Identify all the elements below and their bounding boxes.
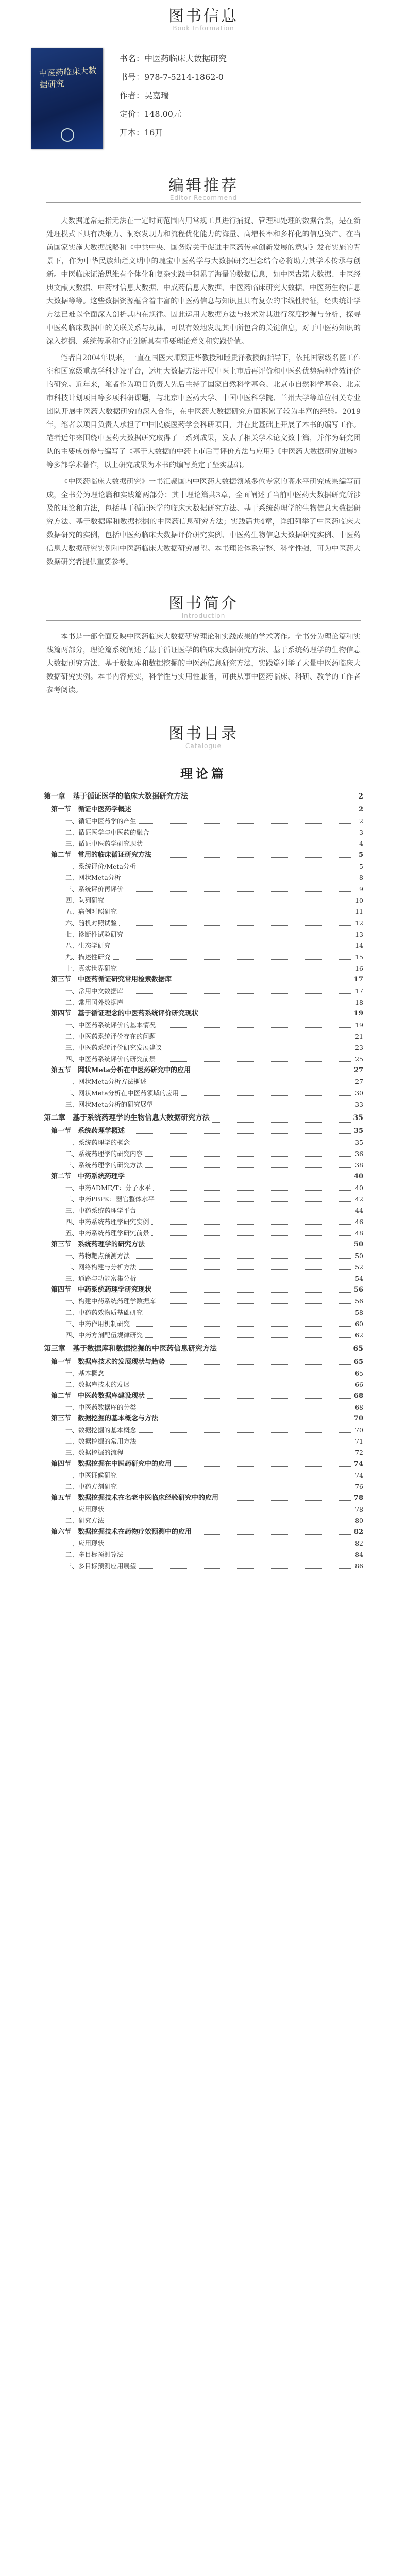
toc-item [44, 1148, 363, 1160]
toc-label: 二、多目标预测算法 [65, 1551, 124, 1558]
toc-item [44, 1470, 363, 1481]
publisher-logo-icon [61, 128, 74, 142]
toc-leader [139, 823, 351, 824]
table-of-contents [44, 789, 363, 1572]
toc-page-number: 78 [355, 1505, 363, 1513]
toc-section [44, 1459, 363, 1470]
toc-page-number: 10 [355, 896, 363, 904]
toc-page-number: 65 [353, 1345, 363, 1353]
toc-section [44, 1284, 363, 1296]
toc-page-number: 21 [355, 1032, 363, 1040]
toc-item [44, 827, 363, 838]
divider [46, 202, 361, 203]
toc-page-number: 2 [359, 817, 363, 825]
toc-label: 第一章 基于循证医学的临床大数据研究方法 [44, 792, 188, 801]
toc-label: 三、系统评价再评价 [65, 885, 124, 893]
toc-leader [139, 1269, 351, 1270]
toc-chapter [44, 1341, 363, 1357]
toc-label: 第五节 数据挖掘技术在名老中医临床经验研究中的应用 [51, 1494, 219, 1502]
book-field: 开本：16开 [120, 128, 163, 138]
toc-label: 三、数据挖掘的流程 [65, 1449, 124, 1456]
toc-label: 八、生态学研究 [65, 942, 111, 950]
toc-page-number: 9 [359, 885, 363, 893]
paragraph: 大数据通常是指无法在一定时间范围内用常规工具进行捕捉、管理和处理的数据合集，是在新处理模式下具有决策力、洞察发现力和流程优化能力的海量、高增长率和多样化的信息资产。在当前国家实施大数据战略和《中共中央、国务院关于促进中医药传承创新发展的意见》发布实施的背景下，作为中华民族灿烂文明中的瑰宝中医药学与大数据研究理念结合必将助力其学术传承与创新。中医临床证治思维有个体化和复杂实践中积累了海量的数据信息，如中医古籍大数据、中医经典文献大数据、中药材信息大数据、中成药信息大数据、中医药临床研究大数据、中医药生物信息大数据等等。这些数据资源蕴含着丰富的中医药信息与知识且具有复杂的非线性特征，经典统计学方法已难以全面深入剖析其内在规律。因此运用大数据方法与技术对其进行深度挖掘与分析，探寻中医药临床数据中的关联关系与规律，可以有效地发现其中所包含的关键信息，对于中医药知识的深入挖掘、系统传承和守正创新具有重要理论意义和实践价值。 [46, 217, 361, 346]
editor-subheading: Editor Recommend [169, 194, 238, 201]
toc-page-number: 65 [353, 1358, 363, 1366]
toc-section [44, 1357, 363, 1368]
toc-leader [174, 1466, 351, 1467]
toc-label: 第四节 中药系统药理学研究现状 [51, 1286, 152, 1294]
toc-leader [139, 1568, 351, 1569]
toc-label: 三、循证中医药学研究现状 [65, 840, 143, 848]
toc-label: 六、随机对照试验 [65, 919, 117, 927]
toc-page-number: 35 [353, 1127, 363, 1135]
toc-leader [158, 1061, 351, 1062]
toc-page-number: 42 [355, 1195, 363, 1203]
toc-page-number: 4 [359, 840, 363, 848]
toc-label: 第二节 常用的临床循证研究方法 [51, 851, 152, 859]
book-info [0, 33, 407, 149]
catalog-header [0, 718, 407, 751]
toc-item [44, 1318, 363, 1330]
toc-page-number: 74 [353, 1460, 363, 1468]
toc-label: 第二节 中药系统药理学 [51, 1173, 125, 1180]
toc-leader [147, 1398, 351, 1399]
toc-label: 十、真实世界研究 [65, 964, 117, 972]
toc-item [44, 1250, 363, 1262]
toc-page-number: 52 [355, 1263, 363, 1271]
toc-page-number: 12 [355, 919, 363, 927]
toc-page-number: 23 [355, 1044, 363, 1052]
toc-page-number: 2 [358, 792, 363, 801]
toc-leader [139, 1432, 351, 1433]
toc-item [44, 1307, 363, 1318]
toc-label: 五、病例对照研究 [65, 908, 117, 916]
toc-item [44, 1379, 363, 1391]
editor-header [0, 170, 407, 203]
book-info-subheading: Book Information [173, 25, 234, 32]
toc-page-number: 19 [355, 1021, 363, 1029]
toc-item [44, 940, 363, 952]
toc-section [44, 850, 363, 861]
toc-label: 一、中药ADME/T：分子水平 [65, 1184, 151, 1192]
toc-label: 三、中药作用机制研究 [65, 1320, 130, 1328]
part-title: 理论篇 [180, 766, 227, 781]
paragraph: 笔者自2004年以来，一直在国医大师颜正华教授和睦贵泽教授的指导下，依托国家级名医工作室和国家级重点学科建设平台，运用大数据方法开展中医上市后再评价和中医药优势病种疗效评价的研究。近年来，笔者作为项目负责人先后主持了国家自然科学基金、北京市自然科学基金、北京市科技计划项目等多项科研课题，与北京中医药大学、中国中医科学院、兰州大学等单位相关专业团队开展中医药大数据研究的深入合作，在中医药大数据研究方面积累了较为丰富的经验。2019年，笔者以项目负责人承担了中国民族医药学会科研项目，并在此基础上开展了本书的编写工作。笔者近年来围绕中医药大数据研究取得了一系列成果，发表了相关学术论文数十篇，并作为研究团队的主要成员参与编写了《基于大数据的中药上市后再评价方法与应用》《中医药大数据研究进展》等多部学术著作，以上研究成果为本书的编写奠定了坚实基础。 [46, 354, 361, 469]
toc-item [44, 1076, 363, 1088]
toc-item [44, 884, 363, 895]
toc-item [44, 963, 363, 974]
toc-leader [158, 1027, 351, 1028]
toc-label: 一、应用现状 [65, 1539, 105, 1547]
summary-heading: 图书简介 [168, 595, 239, 613]
toc-section [44, 1065, 363, 1076]
toc-label: 五、中药系统药理学研究前景 [65, 1229, 149, 1237]
toc-page-number: 62 [355, 1331, 363, 1339]
toc-page-number: 68 [353, 1392, 363, 1400]
toc-leader [126, 993, 351, 994]
toc-page-number: 27 [355, 1078, 363, 1086]
toc-item [44, 918, 363, 929]
catalog-heading: 图书目录 [168, 725, 239, 743]
toc-label: 二、中药PBPK：器官整体水平 [65, 1195, 155, 1203]
toc-leader [154, 1292, 351, 1293]
toc-page-number: 35 [355, 1139, 363, 1146]
toc-label: 第三节 中医药循证研究常用检索数据库 [51, 976, 172, 984]
toc-page-number: 15 [355, 953, 363, 961]
toc-label: 第六节 数据挖掘技术在药物疗效预测中的应用 [51, 1528, 192, 1536]
toc-section [44, 974, 363, 986]
toc-label: 二、常用国外数据库 [65, 998, 124, 1006]
toc-page-number: 13 [355, 930, 363, 938]
toc-item [44, 1561, 363, 1572]
toc-item [44, 1042, 363, 1054]
toc-label: 三、中医药系统评价研究发展建议 [65, 1044, 162, 1052]
toc-item [44, 1368, 363, 1379]
toc-page-number: 70 [355, 1426, 363, 1434]
toc-section [44, 1239, 363, 1250]
catalog-subheading: Catalogue [185, 742, 222, 750]
toc-leader [113, 959, 351, 960]
toc-label: 第三章 基于数据库和数据挖掘的中医药信息研究方法 [44, 1345, 217, 1353]
toc-page-number: 17 [353, 976, 363, 984]
toc-label: 一、数据挖掘的基本概念 [65, 1426, 137, 1434]
toc-leader [212, 1122, 351, 1123]
toc-page-number: 40 [353, 1173, 363, 1180]
toc-item [44, 1160, 363, 1171]
toc-page-number: 70 [353, 1415, 363, 1422]
toc-label: 一、中医药系统评价的基本情况 [65, 1021, 156, 1029]
toc-page-number: 8 [359, 874, 363, 882]
toc-item [44, 1205, 363, 1216]
toc-page-number: 68 [355, 1403, 363, 1411]
toc-label: 二、中药方剂研究 [65, 1483, 117, 1490]
toc-item [44, 816, 363, 827]
book-info-heading: 图书信息 [168, 7, 239, 25]
toc-label: 四、中医药系统评价的研究前景 [65, 1055, 156, 1063]
toc-leader [145, 1167, 351, 1168]
toc-label: 七、诊断性试验研究 [65, 930, 124, 938]
toc-label: 三、中药系统药理学平台 [65, 1207, 137, 1214]
toc-leader [181, 1095, 351, 1096]
toc-label: 一、应用现状 [65, 1505, 105, 1513]
toc-page-number: 60 [355, 1320, 363, 1328]
toc-section [44, 1171, 363, 1182]
toc-label: 二、中药药效物质基础研究 [65, 1309, 143, 1316]
toc-item [44, 1296, 363, 1307]
toc-page-number: 84 [355, 1551, 363, 1558]
toc-leader [167, 1364, 351, 1365]
toc-label: 第一节 系统药理学概述 [51, 1127, 125, 1135]
toc-item [44, 1549, 363, 1561]
toc-leader [145, 1156, 351, 1157]
toc-item [44, 1031, 363, 1042]
toc-page-number: 3 [359, 828, 363, 836]
toc-chapter [44, 789, 363, 804]
toc-label: 四、中药方剂配伍规律研究 [65, 1331, 143, 1339]
toc-section [44, 804, 363, 816]
toc-item [44, 952, 363, 963]
toc-label: 一、系统评价/Meta分析 [65, 862, 136, 870]
toc-page-number: 72 [355, 1449, 363, 1456]
toc-page-number: 16 [355, 964, 363, 972]
toc-section [44, 1413, 363, 1425]
toc-item [44, 895, 363, 906]
summary-subheading: Introduction [181, 612, 226, 619]
toc-item [44, 1504, 363, 1515]
toc-page-number: 76 [355, 1483, 363, 1490]
toc-page-number: 33 [355, 1100, 363, 1108]
toc-item [44, 1020, 363, 1031]
toc-leader [158, 1303, 351, 1304]
toc-label: 四、中药系统药理学研究实例 [65, 1218, 149, 1226]
book-field: 定价：148.00元 [120, 109, 181, 119]
toc-label: 三、网状Meta分析的研究展望 [65, 1100, 154, 1108]
toc-page-number: 17 [355, 987, 363, 995]
toc-leader [151, 1235, 351, 1236]
toc-item [44, 929, 363, 940]
toc-item [44, 1228, 363, 1239]
toc-item [44, 997, 363, 1008]
toc-leader [153, 1190, 351, 1191]
toc-page-number: 50 [355, 1252, 363, 1260]
toc-label: 二、数据挖掘的常用方法 [65, 1437, 137, 1445]
toc-section [44, 1493, 363, 1504]
toc-item [44, 861, 363, 872]
toc-label: 第四节 数据挖掘在中医药研究中的应用 [51, 1460, 172, 1468]
toc-label: 一、药物靶点预测方法 [65, 1252, 130, 1260]
toc-label: 一、循证中医药学的产生 [65, 817, 137, 825]
toc-page-number: 58 [355, 1309, 363, 1316]
cover-title: 中医药临床大数据研究 [38, 65, 97, 90]
toc-item [44, 1447, 363, 1459]
toc-leader [119, 925, 351, 926]
toc-item [44, 1262, 363, 1273]
book-info-header [0, 0, 407, 33]
toc-item [44, 1515, 363, 1527]
editor-heading: 编辑推荐 [168, 177, 239, 195]
toc-page-number: 86 [355, 1562, 363, 1570]
editor-recommend-body [0, 214, 407, 569]
toc-label: 第五节 网状Meta分析在中医药研究中的应用 [51, 1066, 191, 1074]
toc-page-number: 82 [353, 1528, 363, 1536]
toc-section [44, 1391, 363, 1402]
toc-page-number: 71 [355, 1437, 363, 1445]
toc-label: 第一节 循证中医药学概述 [51, 806, 132, 814]
toc-label: 一、系统药理学的概念 [65, 1139, 130, 1146]
toc-page-number: 25 [355, 1055, 363, 1063]
toc-label: 第二节 中医药数据库建设现状 [51, 1392, 145, 1400]
toc-leader [145, 1337, 351, 1338]
toc-label: 第三节 数据挖掘的基本概念与方法 [51, 1415, 159, 1422]
toc-item [44, 986, 363, 997]
toc-page-number: 80 [355, 1517, 363, 1524]
toc-label: 一、中医药数据库的分类 [65, 1403, 137, 1411]
toc-label: 一、中医证候研究 [65, 1471, 117, 1479]
toc-label: 二、中医药系统评价存在的问题 [65, 1032, 156, 1040]
toc-page-number: 36 [355, 1150, 363, 1158]
toc-page-number: 78 [353, 1494, 363, 1502]
toc-item [44, 1330, 363, 1341]
toc-page-number: 44 [355, 1207, 363, 1214]
paragraph: 本书是一部全面反映中医药临床大数据研究理论和实践成果的学术著作。全书分为理论篇和实践篇两部分，理论篇系统阐述了基于循证医学的临床大数据研究方法、基于系统药理学的生物信息大数据研究方法、基于数据库和数据挖掘的中医药信息研究方法，实践篇列举了大量中医药临床大数据研究实例。本书内容翔实，科学性与实用性兼备，可供从事中医药临床、科研、教学的工作者参考阅读。 [46, 633, 361, 694]
toc-section [44, 1126, 363, 1137]
toc-item [44, 1137, 363, 1148]
toc-page-number: 50 [353, 1241, 363, 1248]
toc-item [44, 1402, 363, 1413]
toc-label: 二、系统药理学的研究内容 [65, 1150, 143, 1158]
toc-page-number: 48 [355, 1229, 363, 1237]
toc-label: 二、网状Meta分析在中医药领域的应用 [65, 1089, 179, 1097]
book-field: 书名：中医药临床大数据研究 [120, 54, 227, 63]
toc-label: 第二章 基于系统药理学的生物信息大数据研究方法 [44, 1114, 210, 1122]
toc-leader [126, 891, 351, 892]
toc-item [44, 838, 363, 850]
toc-item [44, 1194, 363, 1205]
toc-label: 第一节 数据库技术的发展现状与趋势 [51, 1358, 165, 1366]
toc-leader [132, 1326, 351, 1327]
toc-page-number: 56 [355, 1297, 363, 1305]
book-cover-image [31, 48, 103, 149]
toc-label: 二、研究方法 [65, 1517, 105, 1524]
toc-page-number: 5 [358, 851, 363, 859]
toc-label: 第三节 系统药理学的研究方法 [51, 1241, 145, 1248]
toc-leader [157, 1201, 351, 1202]
toc-section [44, 1527, 363, 1538]
toc-page-number: 18 [355, 998, 363, 1006]
toc-label: 三、系统药理学的研究方法 [65, 1161, 143, 1169]
toc-label: 一、常用中文数据库 [65, 987, 124, 995]
toc-leader [151, 1224, 351, 1225]
toc-page-number: 65 [355, 1369, 363, 1377]
toc-chapter [44, 1110, 363, 1126]
toc-page-number: 56 [353, 1286, 363, 1294]
toc-label: 九、描述性研究 [65, 953, 111, 961]
paragraph: 《中医药临床大数据研究》一书汇聚国内中医药大数据领域多位专家的高水平研究成果编写而成，全书分为理论篇和实践篇两部分：其中理论篇共3章，全面阐述了当前中医药大数据研究所涉及的理论和方法，包括基于循证医学的临床大数据研究方法、基于系统药理学的生物信息大数据研究方法、基于数据库和数据挖掘的中医药信息研究方法；实践篇共4章，详细列举了中医药临床大数据研究的实例，包括中医药临床大数据评价研究实例、中医药生物信息大数据研究实例、中医药信息大数据研究实例和中医药临床大数据研究展望。本书理论体系完整、科学性强，可为中医药大数据研究者提供重要参考。 [46, 478, 361, 566]
toc-label: 二、网络构建与分析方法 [65, 1263, 137, 1271]
toc-leader [154, 857, 351, 858]
toc-leader [127, 1133, 351, 1134]
toc-page-number: 30 [355, 1089, 363, 1097]
toc-page-number: 5 [359, 862, 363, 870]
toc-page-number: 66 [355, 1381, 363, 1388]
summary-header [0, 587, 407, 621]
toc-leader [194, 1534, 351, 1535]
toc-label: 三、多目标预测应用展望 [65, 1562, 137, 1570]
toc-label: 四、队列研究 [65, 896, 105, 904]
toc-item [44, 1216, 363, 1228]
toc-item [44, 906, 363, 918]
toc-page-number: 46 [355, 1218, 363, 1226]
toc-leader [132, 1258, 351, 1259]
toc-page-number: 74 [355, 1471, 363, 1479]
toc-item [44, 1273, 363, 1284]
toc-page-number: 14 [355, 942, 363, 950]
toc-label: 二、数据库技术的发展 [65, 1381, 130, 1388]
toc-page-number: 11 [355, 908, 363, 916]
toc-page-number: 35 [353, 1114, 363, 1122]
toc-item [44, 1538, 363, 1549]
book-fields [120, 48, 227, 149]
toc-leader [221, 1500, 351, 1501]
toc-page-number: 19 [353, 1010, 363, 1018]
toc-label: 二、循证医学与中医药的融合 [65, 828, 149, 836]
toc-item [44, 1088, 363, 1099]
toc-label: 一、基本概念 [65, 1369, 105, 1377]
book-field: 书号：978-7-5214-1862-0 [120, 72, 224, 82]
toc-item [44, 1436, 363, 1447]
toc-label: 一、构建中药系统药理学数据库 [65, 1297, 156, 1305]
toc-page-number: 40 [355, 1184, 363, 1192]
toc-page-number: 54 [355, 1275, 363, 1282]
toc-label: 二、网状Meta分析 [65, 874, 121, 882]
toc-item [44, 1182, 363, 1194]
toc-item [44, 872, 363, 884]
toc-item [44, 1425, 363, 1436]
toc-item [44, 1099, 363, 1110]
divider [46, 620, 361, 621]
book-field: 作者：吴嘉瑞 [120, 91, 169, 100]
toc-page-number: 27 [353, 1066, 363, 1074]
toc-page-number: 2 [358, 806, 363, 814]
toc-label: 三、通路与功能富集分析 [65, 1275, 137, 1282]
toc-item [44, 1054, 363, 1065]
toc-item [44, 1481, 363, 1493]
toc-label: 第四节 基于循证理念的中医药系统评价研究现状 [51, 1010, 199, 1018]
toc-page-number: 38 [355, 1161, 363, 1169]
toc-label: 一、网状Meta分析方法概述 [65, 1078, 147, 1086]
toc-page-number: 82 [355, 1539, 363, 1547]
toc-section [44, 1008, 363, 1020]
summary-body [0, 630, 407, 697]
